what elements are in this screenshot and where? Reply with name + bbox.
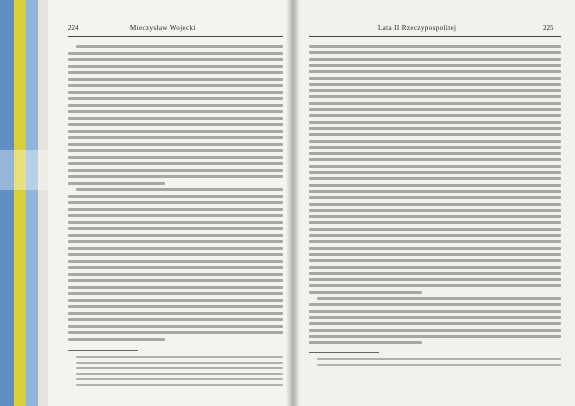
text-line [68, 169, 283, 172]
text-line [68, 143, 283, 146]
text-line [68, 123, 283, 126]
text-line [309, 215, 561, 218]
text-line [68, 65, 283, 68]
text-line [68, 162, 283, 165]
text-line [309, 259, 561, 262]
text-line [309, 127, 561, 130]
footnote-rule [309, 352, 379, 353]
edge-stripe [0, 0, 14, 406]
text-line [68, 247, 283, 250]
header-rule [68, 36, 283, 37]
text-line [309, 209, 561, 212]
text-line [309, 152, 561, 155]
text-line [68, 195, 283, 198]
text-line [68, 305, 283, 308]
edge-stripe [26, 0, 38, 406]
text-line [68, 221, 283, 224]
text-line [309, 95, 561, 98]
text-line [309, 121, 561, 124]
running-head: Lata II Rzeczypospolitej [378, 24, 457, 32]
text-line [68, 214, 283, 217]
text-line [309, 196, 561, 199]
footnote-line [317, 358, 561, 360]
text-line [68, 260, 283, 263]
text-line [68, 182, 165, 185]
text-line [309, 278, 561, 281]
text-line [68, 279, 283, 282]
text-line [68, 227, 283, 230]
text-line [68, 208, 283, 211]
text-line [309, 58, 561, 61]
text-line [309, 228, 561, 231]
text-line [76, 45, 283, 48]
right-page [293, 0, 575, 406]
text-line [68, 71, 283, 74]
text-line [68, 299, 283, 302]
text-line [309, 240, 561, 243]
text-line [68, 130, 283, 133]
text-line [68, 136, 283, 139]
text-line [309, 272, 561, 275]
page-number: 225 [543, 24, 554, 32]
text-line [309, 165, 561, 168]
text-line [309, 341, 422, 344]
book-gutter [286, 0, 300, 406]
text-line [309, 190, 561, 193]
text-line [68, 117, 283, 120]
text-line [309, 247, 561, 250]
footnote-line [76, 373, 283, 375]
text-line [68, 292, 283, 295]
text-line [309, 133, 561, 136]
text-line [309, 70, 561, 73]
footnote-line [76, 356, 283, 358]
text-line [68, 253, 283, 256]
text-line [68, 97, 283, 100]
text-line [309, 83, 561, 86]
text-line [68, 78, 283, 81]
book-edge [0, 0, 48, 406]
text-line [309, 177, 561, 180]
edge-stripe [14, 0, 26, 406]
text-line [309, 108, 561, 111]
text-line [309, 284, 561, 287]
text-line [68, 201, 283, 204]
text-line [68, 234, 283, 237]
text-line [309, 335, 561, 338]
text-line [309, 322, 561, 325]
text-line [309, 221, 561, 224]
text-line [309, 64, 561, 67]
edge-stripe [38, 0, 48, 406]
text-line [68, 312, 283, 315]
text-line [68, 58, 283, 61]
text-line [68, 110, 283, 113]
text-line [68, 91, 283, 94]
text-line [309, 51, 561, 54]
footnote-rule [68, 350, 138, 351]
text-line [317, 297, 561, 300]
text-line [68, 149, 283, 152]
text-line [68, 286, 283, 289]
text-line [309, 146, 561, 149]
text-line [309, 45, 561, 48]
text-line [68, 156, 283, 159]
text-line [68, 266, 283, 269]
running-head: Mieczysław Wojecki [130, 24, 196, 32]
text-line [309, 140, 561, 143]
footnote-line [76, 378, 283, 380]
text-line [309, 77, 561, 80]
text-line [68, 175, 283, 178]
text-line [309, 329, 561, 332]
text-line [309, 184, 561, 187]
text-line [309, 291, 422, 294]
text-line [76, 188, 283, 191]
text-line [309, 303, 561, 306]
text-line [309, 171, 561, 174]
text-line [68, 331, 283, 334]
text-line [68, 52, 283, 55]
text-line [68, 104, 283, 107]
text-line [68, 338, 165, 341]
page-number: 224 [68, 24, 79, 32]
text-line [309, 158, 561, 161]
text-line [309, 89, 561, 92]
text-line [309, 316, 561, 319]
text-line [68, 325, 283, 328]
edge-sheen [0, 150, 48, 190]
text-line [68, 84, 283, 87]
text-line [309, 203, 561, 206]
text-line [68, 318, 283, 321]
text-line [309, 114, 561, 117]
left-page [48, 0, 293, 406]
header-rule [309, 36, 561, 37]
footnote-line [76, 384, 283, 386]
footnote-line [76, 362, 283, 364]
text-line [68, 273, 283, 276]
text-line [309, 310, 561, 313]
text-line [68, 240, 283, 243]
footnote-line [76, 367, 283, 369]
footnote-line [317, 364, 561, 366]
text-line [309, 253, 561, 256]
text-line [309, 266, 561, 269]
text-line [309, 234, 561, 237]
text-line [309, 102, 561, 105]
